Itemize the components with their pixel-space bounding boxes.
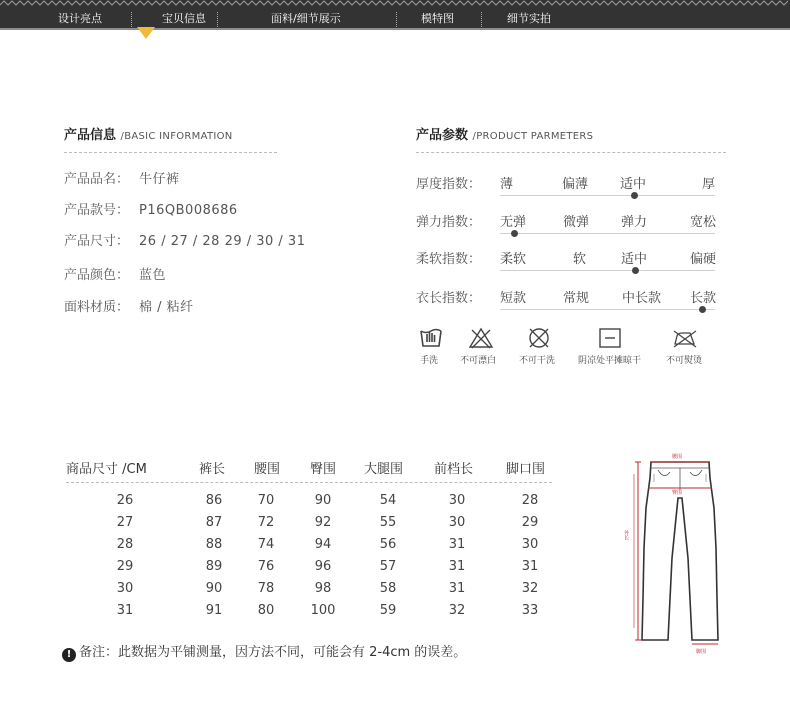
param-label: 厚度指数： (416, 177, 482, 192)
exclamation-icon: ! (62, 648, 76, 662)
param-option: 偏薄 (562, 177, 589, 192)
size-header-length: 裤长 (199, 462, 226, 477)
size-cell: 31 (448, 559, 466, 574)
params-subtitle: /PRODUCT PARMETERS (472, 131, 594, 142)
param-option: 柔软 (500, 252, 527, 267)
param-option: 无弹 (500, 215, 527, 230)
param-scale-line (500, 309, 715, 310)
care-label-no-iron: 不可熨烫 (666, 356, 703, 366)
size-cell: 70 (257, 493, 275, 508)
nav-product-info[interactable]: 宝贝信息 (162, 12, 206, 25)
info-value: 棉 / 粘纤 (139, 300, 194, 315)
info-label: 产品品名： (64, 172, 130, 187)
param-selected-dot (699, 306, 706, 313)
param-label: 弹力指数： (416, 215, 482, 230)
size-cell: 31 (448, 537, 466, 552)
info-row-size (64, 230, 305, 249)
size-cell: 90 (205, 581, 223, 596)
size-cell: 58 (379, 581, 397, 596)
outseam-label-1: 外长 (623, 530, 629, 540)
size-header-waist: 腰围 (254, 462, 281, 477)
care-label-hand-wash: 手洗 (420, 356, 439, 366)
param-label: 柔软指数： (416, 252, 482, 267)
param-option: 常规 (563, 291, 590, 306)
active-tab-arrow-icon (137, 27, 155, 39)
size-cell: 31 (448, 581, 466, 596)
size-cell: 28 (521, 493, 539, 508)
info-value: 26 / 27 / 28 29 / 30 / 31 (139, 234, 306, 249)
care-label-no-bleach: 不可漂白 (460, 356, 497, 366)
waist-label: 腰围 (672, 454, 683, 460)
info-label: 面料材质： (64, 300, 130, 315)
zigzag-border (0, 0, 790, 6)
param-scale-line (500, 270, 715, 271)
param-option: 软 (573, 252, 587, 267)
param-scale-line (500, 233, 715, 234)
size-header-size: 商品尺寸 /CM (66, 462, 147, 477)
basic-info-title-text: 产品信息 (64, 128, 117, 143)
size-cell: 80 (257, 603, 275, 618)
param-scale-line (500, 195, 715, 196)
size-cell: 30 (448, 493, 466, 508)
param-option: 适中 (621, 252, 648, 267)
size-cell: 32 (448, 603, 466, 618)
param-option: 厚 (702, 177, 716, 192)
size-cell: 29 (116, 559, 134, 574)
size-cell: 26 (116, 493, 134, 508)
param-option: 微弹 (563, 215, 590, 230)
size-cell: 28 (116, 537, 134, 552)
info-row-name (64, 168, 180, 187)
no-iron-icon (672, 326, 698, 350)
info-label: 产品款号： (64, 203, 130, 218)
nav-design-highlights[interactable]: 设计亮点 (58, 12, 102, 25)
nav-model-photos[interactable]: 模特图 (421, 12, 454, 25)
size-header-front-rise: 前档长 (434, 462, 474, 477)
param-option: 弹力 (621, 215, 648, 230)
size-cell: 89 (205, 559, 223, 574)
size-cell: 30 (116, 581, 134, 596)
params-divider (416, 152, 726, 153)
shade-flat-dry-icon (597, 326, 623, 350)
info-value: 蓝色 (139, 268, 167, 283)
care-label-shade-dry: 阴凉处平摊晾干 (578, 356, 642, 366)
size-table-divider (66, 482, 552, 483)
param-option: 宽松 (690, 215, 717, 230)
nav-separator (396, 12, 397, 27)
info-value: P16QB008686 (139, 203, 238, 218)
param-option: 适中 (620, 177, 647, 192)
nav-separator (481, 12, 482, 27)
size-cell: 56 (379, 537, 397, 552)
info-value: 牛仔裤 (139, 172, 180, 187)
size-cell: 55 (379, 515, 397, 530)
size-header-hem: 脚口围 (506, 462, 546, 477)
nav-fabric-details[interactable]: 面料/细节展示 (271, 12, 341, 25)
size-cell: 30 (521, 537, 539, 552)
param-option: 短款 (500, 291, 527, 306)
param-option: 中长款 (622, 291, 662, 306)
info-label: 产品尺寸： (64, 234, 130, 249)
top-nav-bar (0, 0, 790, 30)
size-cell: 59 (379, 603, 397, 618)
info-row-material (64, 296, 194, 315)
size-cell: 78 (257, 581, 275, 596)
size-cell: 76 (257, 559, 275, 574)
size-cell: 72 (257, 515, 275, 530)
info-label: 产品颜色： (64, 268, 130, 283)
size-cell: 32 (521, 581, 539, 596)
size-cell: 96 (314, 559, 332, 574)
care-label-no-dry-clean: 不可干洗 (519, 356, 556, 366)
size-cell: 30 (448, 515, 466, 530)
no-dry-clean-icon (526, 326, 552, 350)
hip-label: 臀围 (672, 490, 683, 496)
basic-info-divider (64, 152, 277, 153)
size-cell: 91 (205, 603, 223, 618)
hem-label: 脚围 (696, 649, 707, 655)
size-cell: 33 (521, 603, 539, 618)
size-cell: 88 (205, 537, 223, 552)
size-header-thigh: 大腿围 (364, 462, 404, 477)
param-selected-dot (511, 230, 518, 237)
size-cell: 31 (521, 559, 539, 574)
param-option: 长款 (690, 291, 717, 306)
size-cell: 27 (116, 515, 134, 530)
basic-info-title (64, 124, 233, 143)
params-title-text: 产品参数 (416, 128, 469, 143)
param-option: 偏硬 (690, 252, 717, 267)
measurement-note (62, 641, 466, 662)
param-selected-dot (631, 192, 638, 199)
hand-wash-icon (418, 326, 444, 350)
size-cell: 98 (314, 581, 332, 596)
param-option: 薄 (500, 177, 514, 192)
size-cell: 94 (314, 537, 332, 552)
size-cell: 31 (116, 603, 134, 618)
info-row-color (64, 264, 166, 283)
basic-info-subtitle: /BASIC INFORMATION (120, 131, 233, 142)
size-cell: 92 (314, 515, 332, 530)
jeans-measurement-diagram (623, 448, 730, 660)
size-cell: 100 (310, 603, 336, 618)
no-bleach-icon (468, 326, 494, 350)
size-cell: 87 (205, 515, 223, 530)
size-cell: 90 (314, 493, 332, 508)
info-row-style-no (64, 199, 238, 218)
nav-separator (131, 12, 132, 27)
size-cell: 86 (205, 493, 223, 508)
note-text: 备注：此数据为平铺测量，因方法不同，可能会有 2-4cm 的误差。 (79, 645, 467, 660)
nav-separator (217, 12, 218, 27)
size-cell: 29 (521, 515, 539, 530)
size-cell: 74 (257, 537, 275, 552)
params-title (416, 124, 593, 143)
nav-bottom-line (0, 28, 790, 30)
size-header-hip: 臀围 (310, 462, 337, 477)
size-cell: 57 (379, 559, 397, 574)
nav-detail-shots[interactable]: 细节实拍 (507, 12, 551, 25)
param-label: 衣长指数： (416, 291, 482, 306)
param-selected-dot (632, 267, 639, 274)
size-cell: 54 (379, 493, 397, 508)
